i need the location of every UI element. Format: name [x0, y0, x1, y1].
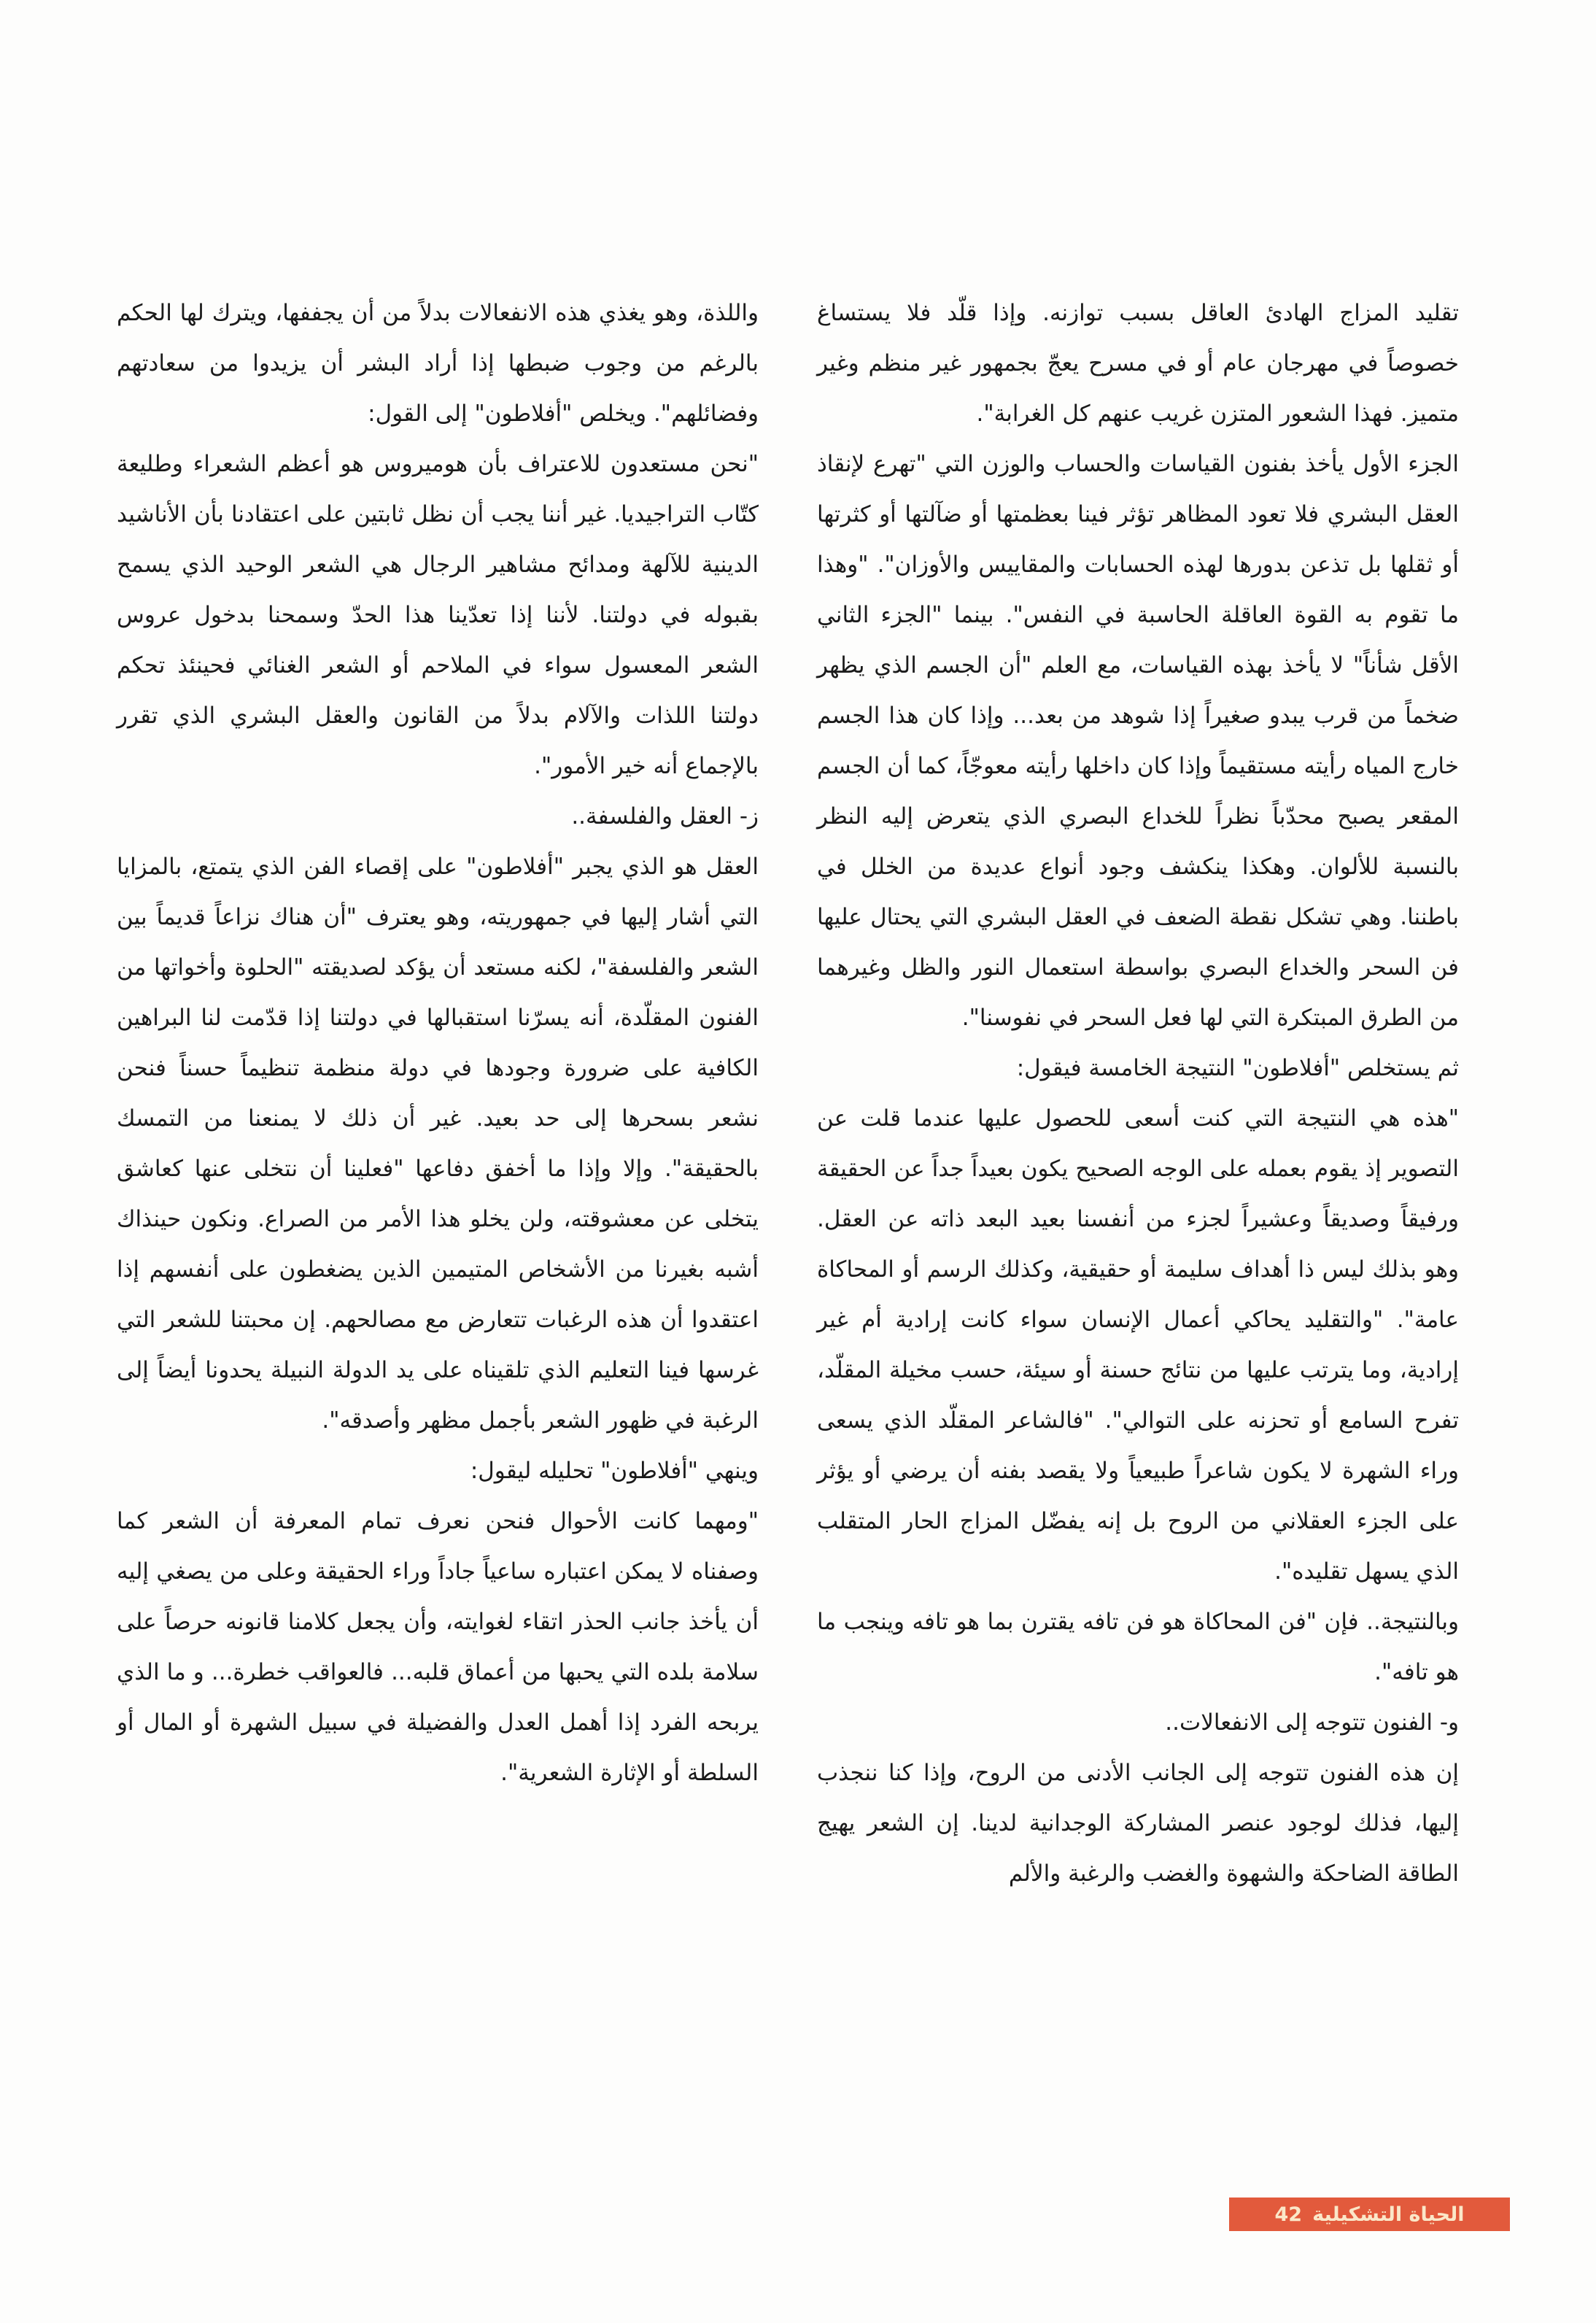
section-heading: ز- العقل والفلسفة..: [571, 803, 759, 830]
right-column: [817, 288, 1459, 1899]
paragraph: تقليد المزاج الهادئ العاقل بسبب توازنه. وإذا قلّد فلا يستساغ خصوصاً في مهرجان عام أو في مسرح يعجّ بجمهور غير منظم وغير متميز. فهذا الشعور المتزن غريب عنهم كل الغرابة".: [817, 300, 1459, 427]
paragraph: وينهي "أفلاطون" تحليله ليقول:: [470, 1458, 759, 1484]
section-heading: و- الفنون تتوجه إلى الانفعالات..: [1165, 1709, 1459, 1736]
left-column: [117, 288, 759, 1798]
footer-bar: [1229, 2198, 1510, 2231]
paragraph: إن هذه الفنون تتوجه إلى الجانب الأدنى من الروح، وإذا كنا ننجذب إليها، فذلك لوجود عنصر المشاركة الوجدانية لدينا. إن الشعر يهيج الطاقة الضاحكة والشهوة والغضب والرغبة والألم: [817, 1760, 1459, 1887]
paragraph: "هذه هي النتيجة التي كنت أسعى للحصول عليها عندما قلت عن التصوير إذ يقوم بعمله على الوجه الصحيح يكون بعيداً جداً عن الحقيقة ورفيقاً وصديقاً وعشيراً لجزء من أنفسنا بعيد البعد ذاته عن العقل. وهو بذلك ليس ذا أهداف سليمة أو حقيقية، وكذلك الرسم أو المحاكاة عامة". "والتقليد يحاكي أعمال الإنسان سواء كانت إرادية أم غير إرادية، وما يترتب عليها من نتائج حسنة أو سيئة، حسب مخيلة المقلّد، تفرح السامع أو تحزنه على التوالي". "فالشاعر المقلّد الذي يسعى وراء الشهرة لا يكون شاعراً طبيعياً ولا يقصد بفنه أن يرضي أو يؤثر على الجزء العقلاني من الروح بل إنه يفضّل المزاج الحار المتقلب الذي يسهل تقليده".: [817, 1105, 1459, 1585]
magazine-title: الحياة التشكيلية: [1312, 2203, 1465, 2226]
paragraph: الجزء الأول يأخذ بفنون القياسات والحساب والوزن التي "تهرع لإنقاذ العقل البشري فلا تعود المظاهر تؤثر فينا بعظمتها أو ضآلتها أو كثرتها أو ثقلها بل تذعن بدورها لهذه الحسابات والمقاييس والأوزان". "وهذا ما تقوم به القوة العاقلة الحاسبة في النفس". بينما "الجزء الثاني الأقل شأناً" لا يأخذ بهذه القياسات، مع العلم "أن الجسم الذي يظهر ضخماً من قرب يبدو صغيراً إذا شوهد من بعد... وإذا كان هذا الجسم خارج المياه رأيته مستقيماً وإذا كان داخلها رأيته معوجّاً، كما أن الجسم المقعر يصبح محدّباً نظراً للخداع البصري الذي يتعرض إليه النظر بالنسبة للألوان. وهكذا ينكشف وجود أنواع عديدة من الخلل في باطننا. وهي تشكل نقطة الضعف في العقل البشري التي يحتال عليها فن السحر والخداع البصري بواسطة استعمال النور والظل وغيرهما من الطرق المبتكرة التي لها فعل السحر في نفوسنا".: [817, 451, 1459, 1031]
paragraph: وبالنتيجة.. فإن "فن المحاكاة هو فن تافه يقترن بما هو تافه وينجب ما هو تافه".: [817, 1609, 1459, 1685]
paragraph: "ومهما كانت الأحوال فنحن نعرف تمام المعرفة أن الشعر كما وصفناه لا يمكن اعتباره ساعياً جاداً وراء الحقيقة وعلى من يصغي إليه أن يأخذ جانب الحذر اتقاء لغوايته، وأن يجعل كلامنا قانونه حرصاً على سلامة بلده التي يحبها من أعماق قلبه... فالعواقب خطرة... و ما الذي يربحه الفرد إذا أهمل العدل والفضيلة في سبيل الشهرة أو المال أو السلطة أو الإثارة الشعرية".: [117, 1508, 759, 1786]
paragraph: العقل هو الذي يجبر "أفلاطون" على إقصاء الفن الذي يتمتع، بالمزايا التي أشار إليها في جمهوريته، وهو يعترف "أن هناك نزاعاً قديماً بين الشعر والفلسفة"، لكنه مستعد أن يؤكد لصديقته "الحلوة وأخواتها من الفنون المقلّدة، أنه يسرّنا استقبالها في دولتنا إذا قدّمت لنا البراهين الكافية على ضرورة وجودها في دولة منظمة تنظيماً حسناً فنحن نشعر بسحرها إلى حد بعيد. غير أن ذلك لا يمنعنا من التمسك بالحقيقة". وإلا وإذا ما أخفق دفاعها "فعلينا أن نتخلى عنها كعاشق يتخلى عن معشوقته، ولن يخلو هذا الأمر من الصراع. ونكون حينذاك أشبه بغيرنا من الأشخاص المتيمين الذين يضغطون على أنفسهم إذا اعتقدوا أن هذه الرغبات تتعارض مع مصالحهم. إن محبتنا للشعر التي غرسها فينا التعليم الذي تلقيناه على يد الدولة النبيلة يحدونا أيضاً إلى الرغبة في ظهور الشعر بأجمل مظهر وأصدقه".: [117, 854, 759, 1434]
paragraph: ثم يستخلص "أفلاطون" النتيجة الخامسة فيقول:: [1016, 1055, 1459, 1081]
paragraph: "نحن مستعدون للاعتراف بأن هوميروس هو أعظم الشعراء وطليعة كتّاب التراجيديا. غير أننا يجب أن نظل ثابتين على اعتقادنا بأن الأناشيد الدينية للآلهة ومدائح مشاهير الرجال هي الشعر الوحيد الذي يسمح بقبوله في دولتنا. لأننا إذا تعدّينا هذا الحدّ وسمحنا بدخول عروس الشعر المعسول سواء في الملاحم أو الشعر الغنائي فحينئذ تحكم دولتنا اللذات والآلام بدلاً من القانون والعقل البشري الذي تقرر بالإجماع أنه خير الأمور".: [117, 451, 759, 779]
page-number: 42: [1274, 2203, 1303, 2226]
paragraph: واللذة، وهو يغذي هذه الانفعالات بدلاً من أن يجففها، ويترك لها الحكم بالرغم من وجوب ضبطها إذا أراد البشر أن يزيدوا من سعادتهم وفضائلهم". ويخلص "أفلاطون" إلى القول:: [117, 300, 759, 427]
